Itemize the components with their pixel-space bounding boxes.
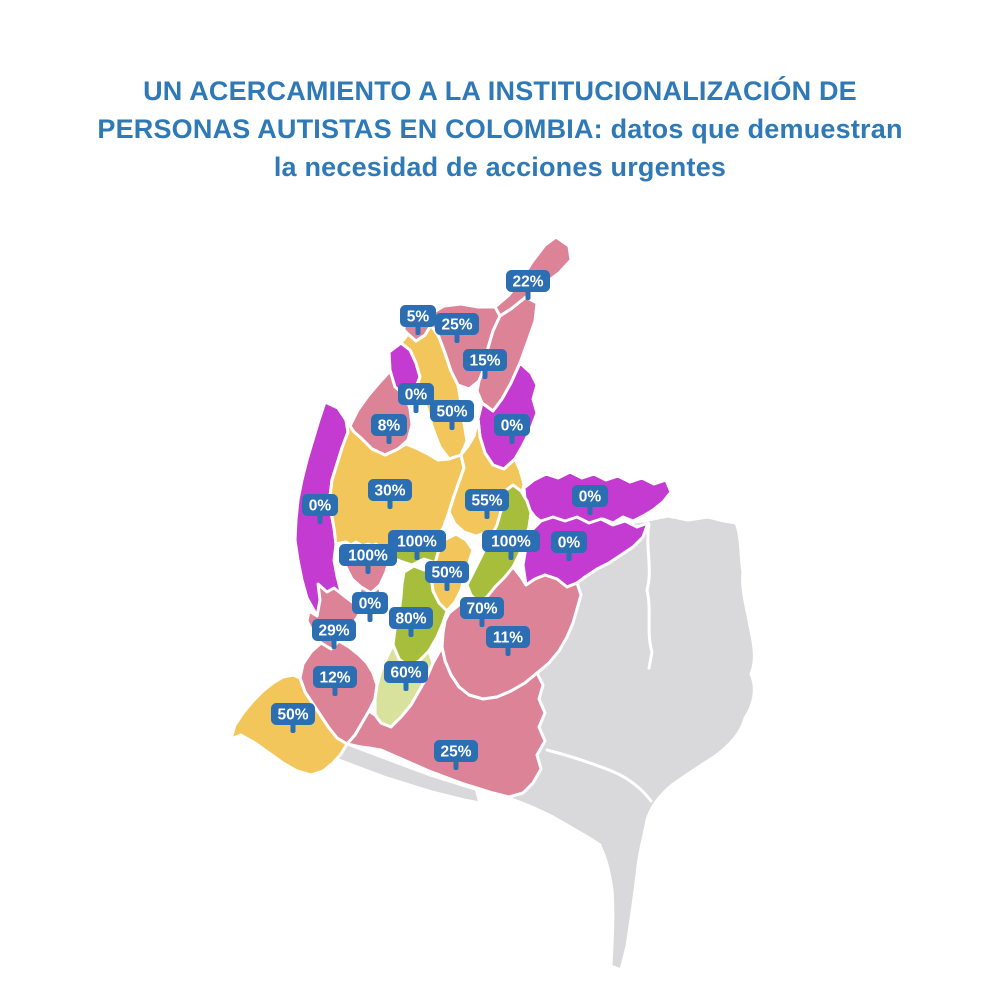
svg-text:0%: 0% (308, 497, 332, 515)
svg-text:0%: 0% (404, 386, 428, 404)
svg-text:60%: 60% (390, 664, 422, 682)
svg-text:70%: 70% (466, 600, 498, 618)
svg-text:25%: 25% (440, 743, 472, 761)
title-line-3: la necesidad de acciones urgentes (273, 152, 727, 182)
title-line-1: UN ACERCAMIENTO A LA INSTITUCIONALIZACIÓN DE (143, 76, 857, 106)
svg-text:12%: 12% (319, 669, 351, 687)
svg-text:29%: 29% (318, 622, 350, 640)
svg-text:0%: 0% (500, 417, 524, 435)
svg-text:50%: 50% (277, 706, 309, 724)
svg-text:30%: 30% (374, 482, 406, 500)
svg-text:0%: 0% (557, 534, 581, 552)
title-line-2: PERSONAS AUTISTAS EN COLOMBIA: datos que demuestran (97, 114, 903, 144)
svg-text:8%: 8% (377, 417, 401, 435)
svg-text:22%: 22% (512, 273, 544, 291)
svg-text:100%: 100% (348, 547, 388, 565)
svg-text:0%: 0% (578, 488, 602, 506)
svg-text:100%: 100% (397, 533, 437, 551)
svg-text:5%: 5% (406, 308, 430, 326)
svg-text:15%: 15% (469, 352, 501, 370)
svg-text:25%: 25% (441, 316, 473, 334)
svg-text:80%: 80% (395, 610, 427, 628)
svg-text:11%: 11% (492, 629, 524, 647)
svg-text:100%: 100% (491, 533, 531, 551)
svg-text:0%: 0% (358, 595, 382, 613)
svg-text:50%: 50% (436, 403, 468, 421)
svg-text:50%: 50% (431, 564, 463, 582)
svg-text:55%: 55% (471, 492, 503, 510)
